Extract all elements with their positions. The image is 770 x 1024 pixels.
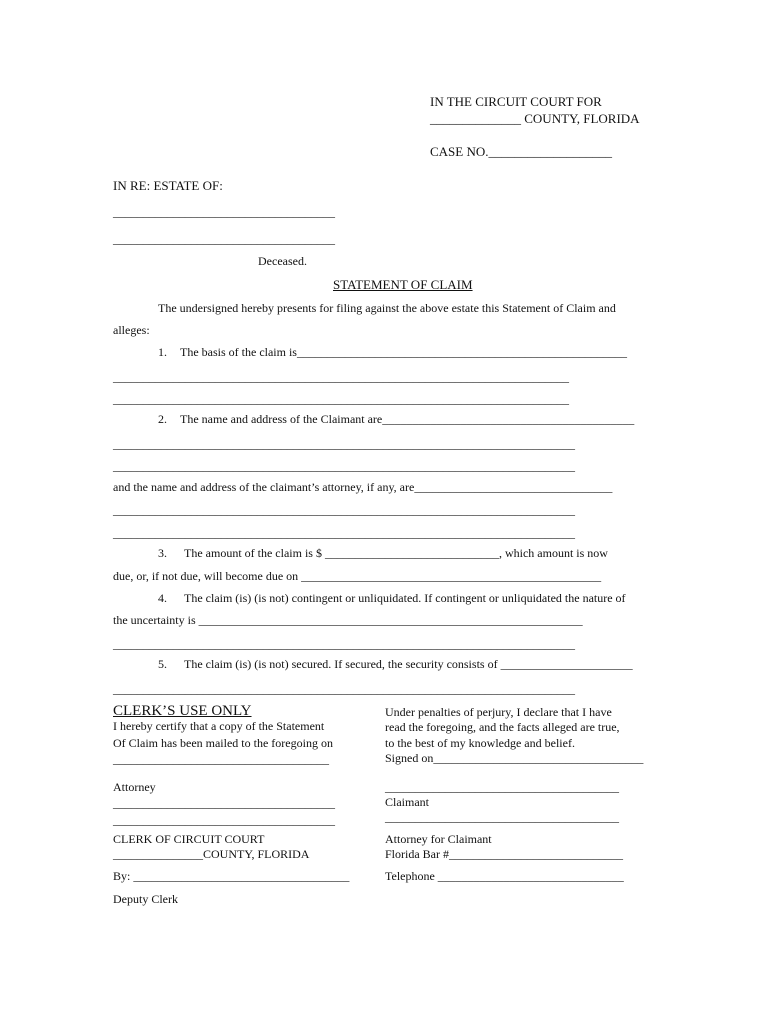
attorney-line: _____________________________________: [113, 796, 335, 810]
in-re-label: IN RE: ESTATE OF:: [113, 178, 223, 193]
clerk-county-line: _______________COUNTY, FLORIDA: [113, 847, 310, 861]
court-title: IN THE CIRCUIT COURT FOR: [430, 94, 602, 109]
clerk-certify-text: I hereby certify that a copy of the Statement: [113, 719, 325, 733]
mail-date-line: ____________________________________: [113, 752, 329, 766]
blank-line: _____________________________________________________________________________: [113, 526, 575, 540]
decedent-name-line: _____________________________________: [113, 232, 335, 246]
intro-text: alleges:: [113, 323, 150, 337]
item5-text: The claim (is) (is not) secured. If secured, the security consists of ______________________: [184, 657, 633, 671]
clerk-certify-text: Of Claim has been mailed to the foregoing on: [113, 736, 333, 750]
decedent-name-line: _____________________________________: [113, 205, 335, 219]
blank-line: _____________________________________________________________________________: [113, 637, 575, 651]
signed-on-line: Signed on___________________________________: [385, 751, 644, 765]
perjury-declaration: Under penalties of perjury, I declare that I have: [385, 705, 612, 719]
clerk-court-label: CLERK OF CIRCUIT COURT: [113, 832, 265, 846]
attorney-for-claimant-label: Attorney for Claimant: [385, 832, 492, 846]
blank-line: ____________________________________________________________________________: [113, 370, 569, 384]
attorney-text: and the name and address of the claimant’s attorney, if any, are_________________________________: [113, 480, 613, 494]
item2-text: The name and address of the Claimant are__________________________________________: [180, 412, 635, 426]
county-line: ______________ COUNTY, FLORIDA: [430, 111, 640, 126]
item4-uncertainty-text: the uncertainty is ________________________________________________________________: [113, 613, 583, 627]
blank-line: _____________________________________________________________________________: [113, 503, 575, 517]
deputy-clerk-label: Deputy Clerk: [113, 892, 178, 906]
claimant-label: Claimant: [385, 795, 429, 809]
attorney-line: _____________________________________: [113, 813, 335, 827]
clerk-by-line: By: ____________________________________: [113, 869, 350, 883]
perjury-declaration: to the best of my knowledge and belief.: [385, 736, 575, 750]
item3-due-text: due, or, if not due, will become due on __________________________________________________: [113, 569, 602, 583]
item-number: 2.: [158, 412, 167, 426]
perjury-declaration: read the foregoing, and the facts alleged are true,: [385, 720, 620, 734]
item-number: 3.: [158, 546, 167, 560]
blank-line: _____________________________________________________________________________: [113, 459, 575, 473]
item4-text: The claim (is) (is not) contingent or unliquidated. If contingent or unliquidated the nature of: [184, 591, 626, 605]
blank-line: ____________________________________________________________________________: [113, 392, 569, 406]
blank-line: _____________________________________________________________________________: [113, 682, 575, 696]
intro-text: The undersigned hereby presents for filing against the above estate this Statement of Claim and: [158, 301, 616, 315]
attorney-signature-line: _______________________________________: [385, 810, 619, 824]
deceased-label: Deceased.: [258, 254, 307, 268]
case-number: CASE NO.___________________: [430, 144, 613, 159]
item3-text: The amount of the claim is $ _____________________________, which amount is now: [184, 546, 608, 560]
item1-text: The basis of the claim is_______________________________________________________: [180, 345, 627, 359]
item-number: 4.: [158, 591, 167, 605]
claimant-signature-line: _______________________________________: [385, 780, 619, 794]
florida-bar-line: Florida Bar #_____________________________: [385, 847, 623, 861]
telephone-line: Telephone _______________________________: [385, 869, 624, 883]
item-number: 1.: [158, 345, 167, 359]
attorney-label: Attorney: [113, 780, 156, 794]
clerk-use-heading: CLERK’S USE ONLY: [113, 703, 252, 719]
item-number: 5.: [158, 657, 167, 671]
blank-line: _____________________________________________________________________________: [113, 437, 575, 451]
document-title: STATEMENT OF CLAIM: [333, 277, 473, 292]
